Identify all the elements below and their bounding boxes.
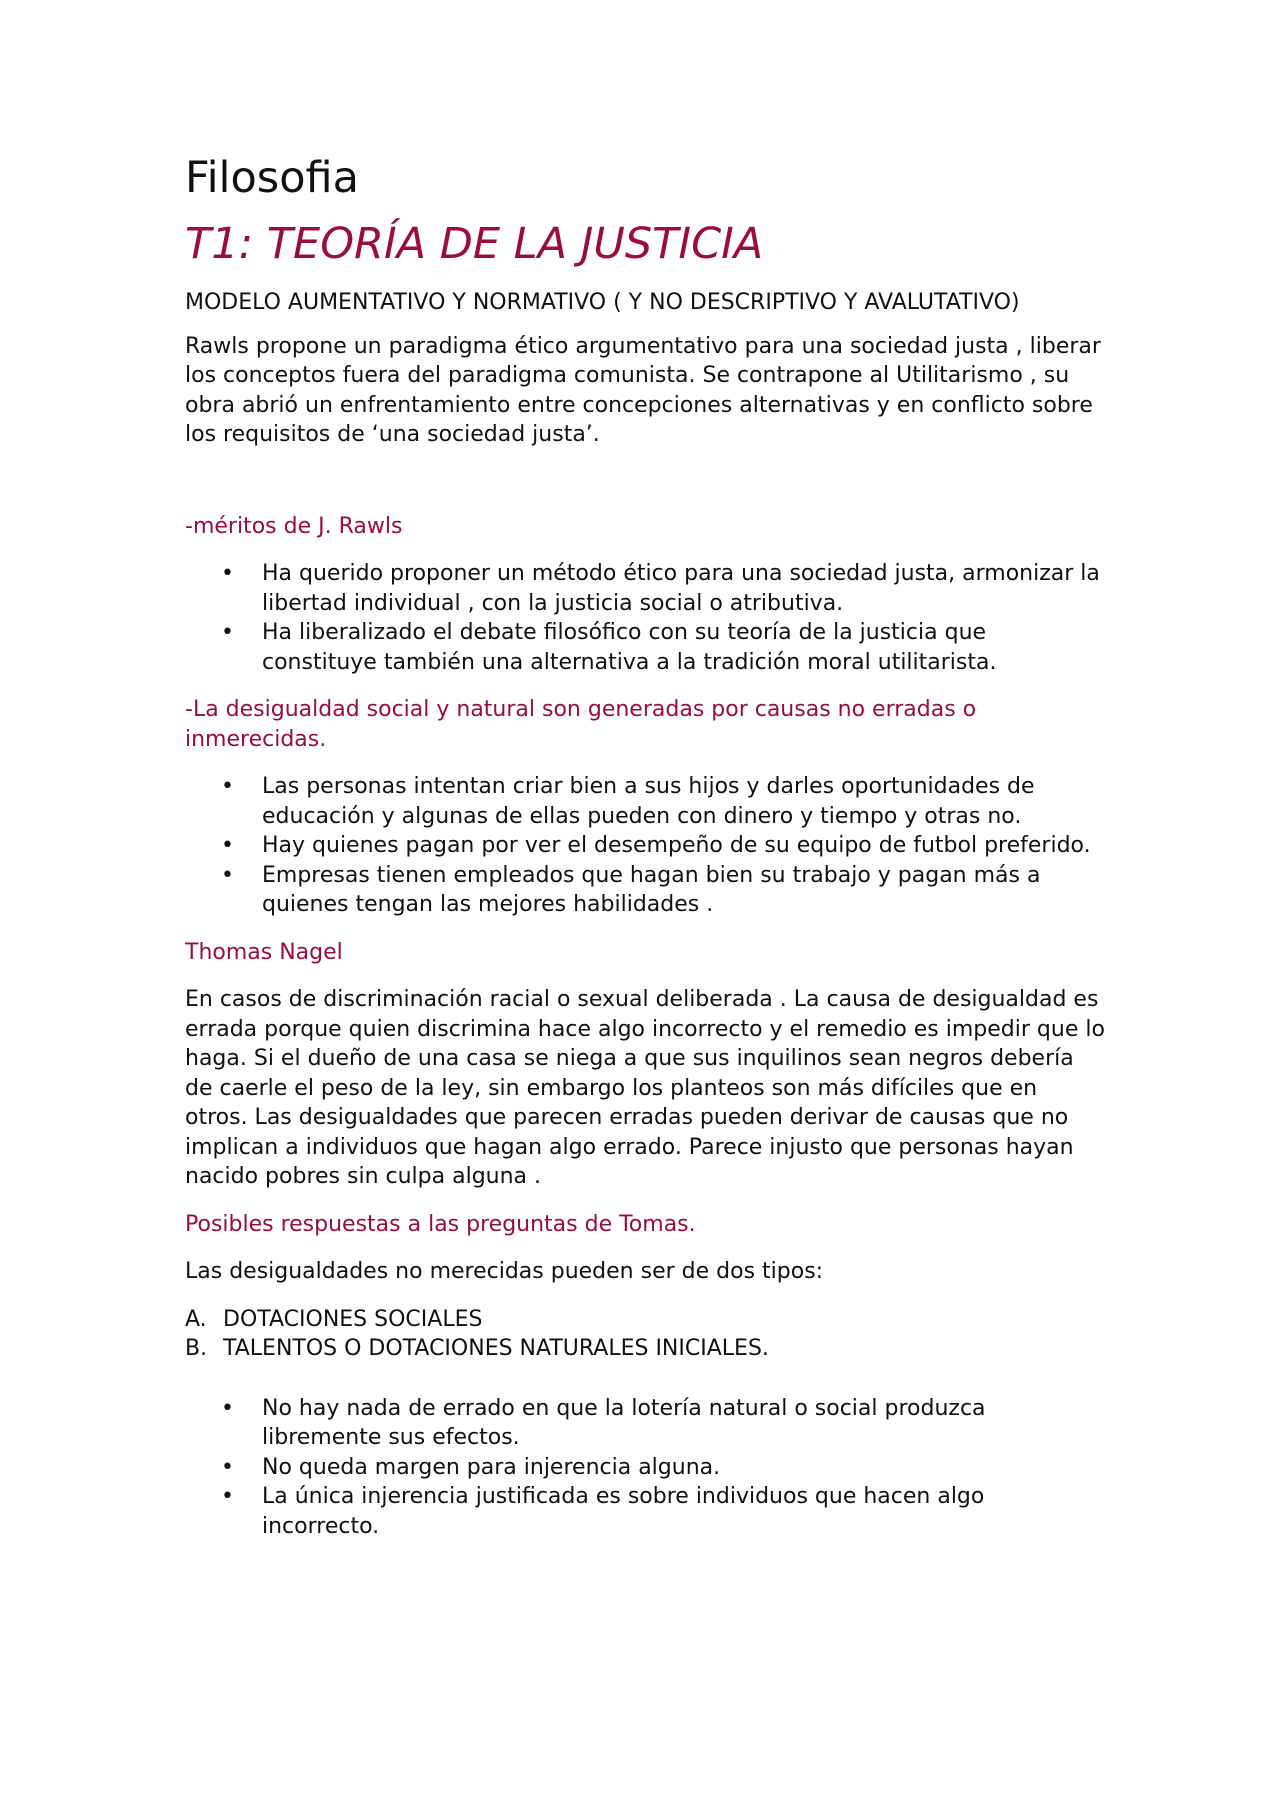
list-item <box>185 1394 1105 1453</box>
spacer <box>185 468 1105 512</box>
list-marker: B. <box>185 1336 208 1361</box>
list-item-text: No hay nada de errado en que la lotería natural o social produzca libremente sus efectos. <box>262 1395 986 1450</box>
bullet-icon: • <box>221 1484 234 1509</box>
nagel-paragraph: En casos de discriminación racial o sexual deliberada . La causa de desigualdad es errada porque quien discrimina hace algo incorrecto y el remedio es impedir que lo haga. Si el dueño de una casa se niega a que sus inquilinos sean negros debería de caerle el peso de la ley, sin embargo los planteos son más difíciles que en otros. Las desigualdades que parecen erradas pueden derivar de causas que no implican a individuos que hagan algo errado. Parece injusto que personas hayan nacido pobres sin culpa alguna . <box>185 987 1105 1189</box>
section-heading-respuestas: Posibles respuestas a las preguntas de Tomas. <box>185 1211 696 1237</box>
document-subtitle: T1: TEORÍA DE LA JUSTICIA <box>185 219 764 269</box>
list-item <box>185 1453 1105 1483</box>
bullet-icon: • <box>221 1395 234 1421</box>
list-item <box>185 1305 1105 1335</box>
bullet-icon: • <box>221 1454 234 1480</box>
meritos-list <box>185 559 1105 677</box>
list-item-text: Empresas tienen empleados que hagan bien su trabajo y pagan más a quienes tengan las mejores habilidades . <box>262 862 1041 917</box>
list-item <box>185 559 1105 618</box>
bullet-icon: • <box>221 774 234 799</box>
section-heading-meritos: -méritos de J. Rawls <box>185 513 403 539</box>
list-item-text: TALENTOS O DOTACIONES NATURALES INICIALES. <box>223 1336 769 1361</box>
list-item <box>185 1482 1105 1541</box>
list-item-text: Ha liberalizado el debate filosófico con su teoría de la justicia que constituye también una alternativa a la tradición moral utilitarista. <box>262 620 997 675</box>
list-item-text: Hay quienes pagan por ver el desempeño de su equipo de futbol preferido. <box>262 833 1091 858</box>
list-marker: A. <box>185 1306 207 1332</box>
respuestas-list <box>185 1394 1105 1542</box>
list-item <box>185 772 1105 831</box>
list-item-text: DOTACIONES SOCIALES <box>223 1306 483 1332</box>
bullet-icon: • <box>221 862 234 888</box>
document-page <box>185 150 1105 1559</box>
list-item <box>185 861 1105 920</box>
list-item <box>185 618 1105 677</box>
desigualdad-list <box>185 772 1105 920</box>
list-item <box>185 1334 1105 1364</box>
list-item <box>185 831 1105 861</box>
section-heading-nagel: Thomas Nagel <box>185 939 343 965</box>
model-heading: MODELO AUMENTATIVO Y NORMATIVO ( Y NO DESCRIPTIVO Y AVALUTATIVO) <box>185 290 1020 315</box>
section-heading-desigualdad: -La desigualdad social y natural son generadas por causas no erradas o inmerecidas. <box>185 697 977 752</box>
dotaciones-list <box>185 1305 1105 1364</box>
bullet-icon: • <box>221 620 234 645</box>
bullet-icon: • <box>221 561 234 586</box>
list-item-text: Ha querido proponer un método ético para una sociedad justa, armonizar la libertad individual , con la justicia social o atributiva. <box>262 561 1100 616</box>
intro-paragraph: Rawls propone un paradigma ético argumentativo para una sociedad justa , liberar los conceptos fuera del paradigma comunista. Se contrapone al Utilitarismo , su obra abrió un enfrentamiento entre concepciones alternativas y en conflicto sobre los requisitos de ‘una sociedad justa’. <box>185 333 1101 447</box>
bullet-icon: • <box>221 833 234 858</box>
respuestas-paragraph: Las desigualdades no merecidas pueden ser de dos tipos: <box>185 1259 824 1284</box>
list-item-text: La única injerencia justificada es sobre individuos que hacen algo incorrecto. <box>262 1484 985 1539</box>
list-item-text: No queda margen para injerencia alguna. <box>262 1454 721 1480</box>
list-item-text: Las personas intentan criar bien a sus hijos y darles oportunidades de educación y algunas de ellas pueden con dinero y tiempo y otras no. <box>262 774 1035 829</box>
document-title: Filosofia <box>185 153 359 203</box>
